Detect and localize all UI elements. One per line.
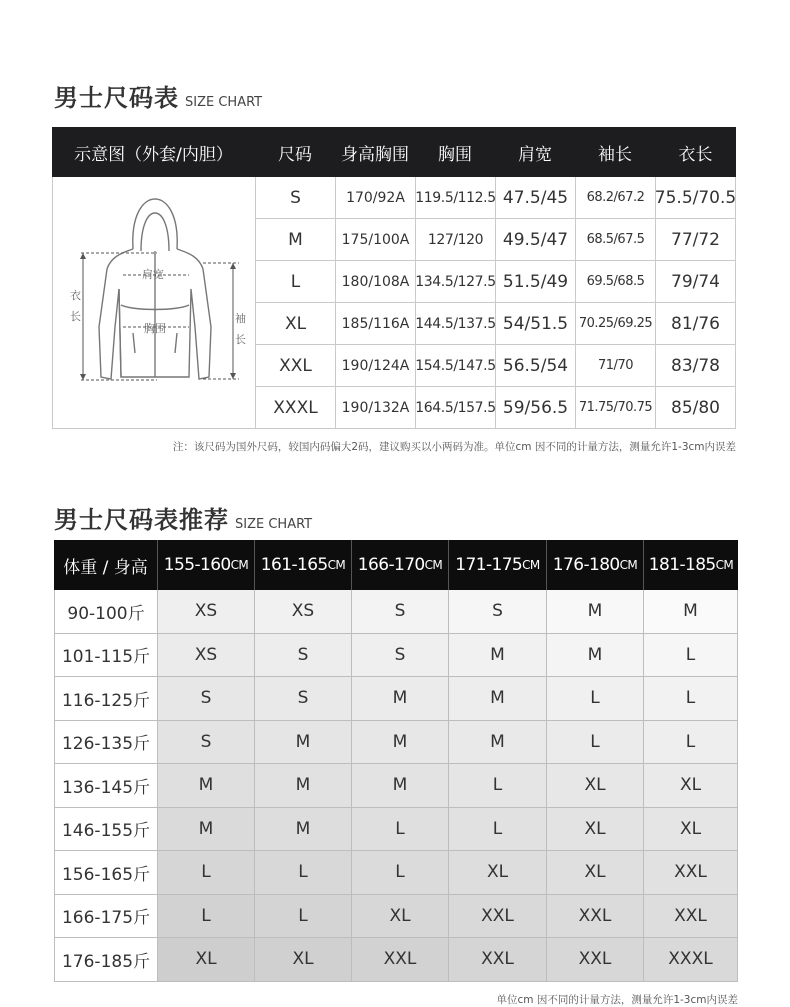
size-chart-header bbox=[52, 127, 736, 177]
cell-size: M bbox=[158, 808, 255, 851]
cell-shoulder: 59/56.5 bbox=[496, 387, 576, 428]
cell-sleeve: 70.25/69.25 bbox=[576, 303, 656, 344]
cell-size: L bbox=[449, 808, 547, 851]
height-range-value: 155-160 bbox=[163, 555, 231, 575]
cell-shoulder: 56.5/54 bbox=[496, 345, 576, 386]
cell-size: L bbox=[449, 764, 547, 807]
cell-size: XL bbox=[449, 851, 547, 894]
cell-size: L bbox=[644, 634, 738, 677]
cell-shoulder: 49.5/47 bbox=[496, 219, 576, 260]
cell-weight: 166-175斤 bbox=[54, 895, 158, 938]
diagram-label-shoulder: 肩宽 bbox=[142, 268, 164, 281]
header-chest: 胸围 bbox=[438, 144, 472, 165]
cell-sleeve: 68.2/67.2 bbox=[576, 177, 656, 218]
cell-weight: 136-145斤 bbox=[54, 764, 158, 807]
table-row bbox=[54, 808, 738, 852]
cell-size: L bbox=[256, 261, 336, 302]
cell-size: XL bbox=[547, 764, 644, 807]
cell-size: XXL bbox=[449, 895, 547, 938]
cell-chest: 164.5/157.5 bbox=[416, 387, 496, 428]
cell-size: XXL bbox=[352, 938, 449, 981]
recommend-header bbox=[54, 540, 738, 590]
cell-size: L bbox=[547, 721, 644, 764]
cell-sleeve: 68.5/67.5 bbox=[576, 219, 656, 260]
height-range-value: 176-180 bbox=[552, 555, 620, 575]
cell-size: XXL bbox=[449, 938, 547, 981]
table-row bbox=[256, 177, 735, 219]
height-range-value: 181-185 bbox=[648, 555, 716, 575]
cell-size: XS bbox=[158, 590, 255, 633]
size-chart-title-en: SIZE CHART bbox=[185, 95, 263, 110]
cell-size: S bbox=[449, 590, 547, 633]
table-row bbox=[54, 677, 738, 721]
height-range-unit: CM bbox=[327, 558, 346, 572]
cell-size: M bbox=[352, 677, 449, 720]
cell-size: XXXL bbox=[256, 387, 336, 428]
cell-sleeve: 71/70 bbox=[576, 345, 656, 386]
cell-size: M bbox=[352, 764, 449, 807]
size-chart-title-cn: 男士尺码表 bbox=[54, 84, 179, 112]
diagram-label-length-2: 长 bbox=[70, 310, 81, 323]
cell-size: M bbox=[547, 634, 644, 677]
cell-chest: 134.5/127.5 bbox=[416, 261, 496, 302]
cell-size: L bbox=[547, 677, 644, 720]
recommend-title bbox=[54, 500, 312, 535]
height-range-unit: CM bbox=[522, 558, 540, 572]
jacket-diagram bbox=[53, 177, 256, 428]
cell-weight: 126-135斤 bbox=[54, 721, 158, 764]
cell-size: L bbox=[158, 895, 255, 938]
cell-size: L bbox=[158, 851, 255, 894]
recommend-title-cn: 男士尺码表推荐 bbox=[54, 506, 229, 534]
cell-weight: 146-155斤 bbox=[54, 808, 158, 851]
cell-size: XXXL bbox=[644, 938, 738, 981]
header-diagram: 示意图（外套/内胆） bbox=[74, 144, 233, 165]
header-height-range bbox=[547, 540, 644, 590]
cell-size: L bbox=[352, 808, 449, 851]
cell-size: XXL bbox=[644, 895, 738, 938]
height-range-unit: CM bbox=[230, 558, 249, 572]
cell-height-chest: 170/92A bbox=[336, 177, 416, 218]
table-row bbox=[54, 851, 738, 895]
cell-sleeve: 71.75/70.75 bbox=[576, 387, 656, 428]
cell-length: 75.5/70.5 bbox=[654, 187, 737, 208]
cell-size: S bbox=[256, 177, 336, 218]
bottom-note: 单位cm 因不同的计量方法，测量允许1-3cm内误差 bbox=[496, 994, 738, 1006]
table-row bbox=[54, 764, 738, 808]
cell-weight: 101-115斤 bbox=[54, 634, 158, 677]
cell-size: XL bbox=[255, 938, 352, 981]
table-row bbox=[54, 938, 738, 982]
cell-sleeve: 69.5/68.5 bbox=[576, 261, 656, 302]
header-height-range bbox=[644, 540, 738, 590]
header-height-range bbox=[449, 540, 547, 590]
cell-weight: 176-185斤 bbox=[54, 938, 158, 981]
table-row bbox=[256, 303, 735, 345]
cell-height-chest: 175/100A bbox=[336, 219, 416, 260]
header-size: 尺码 bbox=[278, 144, 312, 165]
cell-size: S bbox=[255, 677, 352, 720]
cell-chest: 119.5/112.5 bbox=[416, 177, 496, 218]
cell-size: S bbox=[352, 634, 449, 677]
height-range-unit: CM bbox=[619, 558, 638, 572]
header-height-range bbox=[352, 540, 449, 590]
height-range-unit: CM bbox=[715, 558, 734, 572]
cell-size: L bbox=[644, 677, 738, 720]
header-length: 衣长 bbox=[678, 144, 713, 165]
table-row bbox=[54, 634, 738, 678]
header-shoulder: 肩宽 bbox=[518, 144, 552, 165]
cell-shoulder: 47.5/45 bbox=[496, 177, 576, 218]
size-chart-note: 注：该尺码为国外尺码，较国内码偏大2码，建议购买以小两码为准。单位cm 因不同的计量方法，测量允许1-3cm内误差 bbox=[172, 441, 736, 453]
cell-size: XXL bbox=[644, 851, 738, 894]
cell-length: 79/74 bbox=[671, 271, 720, 292]
table-row bbox=[256, 387, 735, 428]
cell-height-chest: 190/124A bbox=[336, 345, 416, 386]
height-range-value: 166-170 bbox=[357, 555, 425, 575]
header-weight-height: 体重 / 身高 bbox=[54, 540, 158, 590]
header-sleeve: 袖长 bbox=[598, 144, 632, 165]
diagram-label-sleeve-1: 袖 bbox=[235, 312, 246, 325]
recommend-table bbox=[54, 540, 738, 982]
cell-shoulder: 51.5/49 bbox=[496, 261, 576, 302]
cell-size: XL bbox=[547, 851, 644, 894]
cell-size: M bbox=[352, 721, 449, 764]
cell-size: XL bbox=[547, 808, 644, 851]
size-chart-body bbox=[52, 177, 736, 429]
cell-size: L bbox=[352, 851, 449, 894]
table-row bbox=[54, 590, 738, 634]
cell-size: M bbox=[255, 808, 352, 851]
cell-size: S bbox=[352, 590, 449, 633]
cell-size: M bbox=[255, 764, 352, 807]
cell-chest: 127/120 bbox=[416, 219, 496, 260]
cell-size: M bbox=[547, 590, 644, 633]
header-height-chest: 身高胸围 bbox=[341, 144, 409, 165]
cell-size: XL bbox=[644, 808, 738, 851]
cell-height-chest: 185/116A bbox=[336, 303, 416, 344]
cell-shoulder: 54/51.5 bbox=[496, 303, 576, 344]
cell-size: L bbox=[644, 721, 738, 764]
cell-height-chest: 190/132A bbox=[336, 387, 416, 428]
cell-length: 77/72 bbox=[671, 229, 720, 250]
recommend-title-en: SIZE CHART bbox=[235, 517, 313, 532]
table-row bbox=[256, 219, 735, 261]
cell-size: M bbox=[449, 721, 547, 764]
cell-size: M bbox=[158, 764, 255, 807]
cell-weight: 90-100斤 bbox=[54, 590, 158, 633]
table-row bbox=[54, 895, 738, 939]
jacket-illustration bbox=[53, 177, 255, 428]
cell-weight: 156-165斤 bbox=[54, 851, 158, 894]
table-row bbox=[256, 345, 735, 387]
header-height-range bbox=[255, 540, 352, 590]
size-chart-table bbox=[52, 127, 736, 429]
cell-size: M bbox=[256, 219, 336, 260]
cell-chest: 144.5/137.5 bbox=[416, 303, 496, 344]
cell-height-chest: 180/108A bbox=[336, 261, 416, 302]
cell-size: L bbox=[255, 851, 352, 894]
recommend-body bbox=[54, 590, 738, 982]
cell-size: XL bbox=[644, 764, 738, 807]
cell-length: 81/76 bbox=[671, 313, 720, 334]
cell-size: M bbox=[644, 590, 738, 633]
cell-length: 85/80 bbox=[671, 397, 720, 418]
cell-size: XL bbox=[158, 938, 255, 981]
size-chart-title bbox=[54, 78, 262, 113]
cell-size: XXL bbox=[547, 895, 644, 938]
cell-size: M bbox=[255, 721, 352, 764]
diagram-label-chest: 胸围 bbox=[144, 322, 166, 335]
cell-size: XL bbox=[352, 895, 449, 938]
cell-size: M bbox=[449, 677, 547, 720]
cell-size: S bbox=[158, 721, 255, 764]
cell-length: 83/78 bbox=[671, 355, 720, 376]
height-range-unit: CM bbox=[424, 558, 443, 572]
height-range-value: 171-175 bbox=[455, 555, 523, 575]
cell-size: S bbox=[158, 677, 255, 720]
cell-size: L bbox=[255, 895, 352, 938]
diagram-label-sleeve-2: 长 bbox=[235, 333, 246, 346]
cell-size: M bbox=[449, 634, 547, 677]
cell-size: XS bbox=[158, 634, 255, 677]
diagram-label-length-1: 衣 bbox=[70, 289, 81, 302]
cell-size: XXL bbox=[256, 345, 336, 386]
size-chart-rows bbox=[256, 177, 735, 428]
table-row bbox=[54, 721, 738, 765]
header-height-range bbox=[158, 540, 255, 590]
cell-size: XL bbox=[256, 303, 336, 344]
table-row bbox=[256, 261, 735, 303]
cell-size: XS bbox=[255, 590, 352, 633]
cell-chest: 154.5/147.5 bbox=[416, 345, 496, 386]
cell-size: S bbox=[255, 634, 352, 677]
height-range-value: 161-165 bbox=[260, 555, 328, 575]
cell-size: XXL bbox=[547, 938, 644, 981]
cell-weight: 116-125斤 bbox=[54, 677, 158, 720]
